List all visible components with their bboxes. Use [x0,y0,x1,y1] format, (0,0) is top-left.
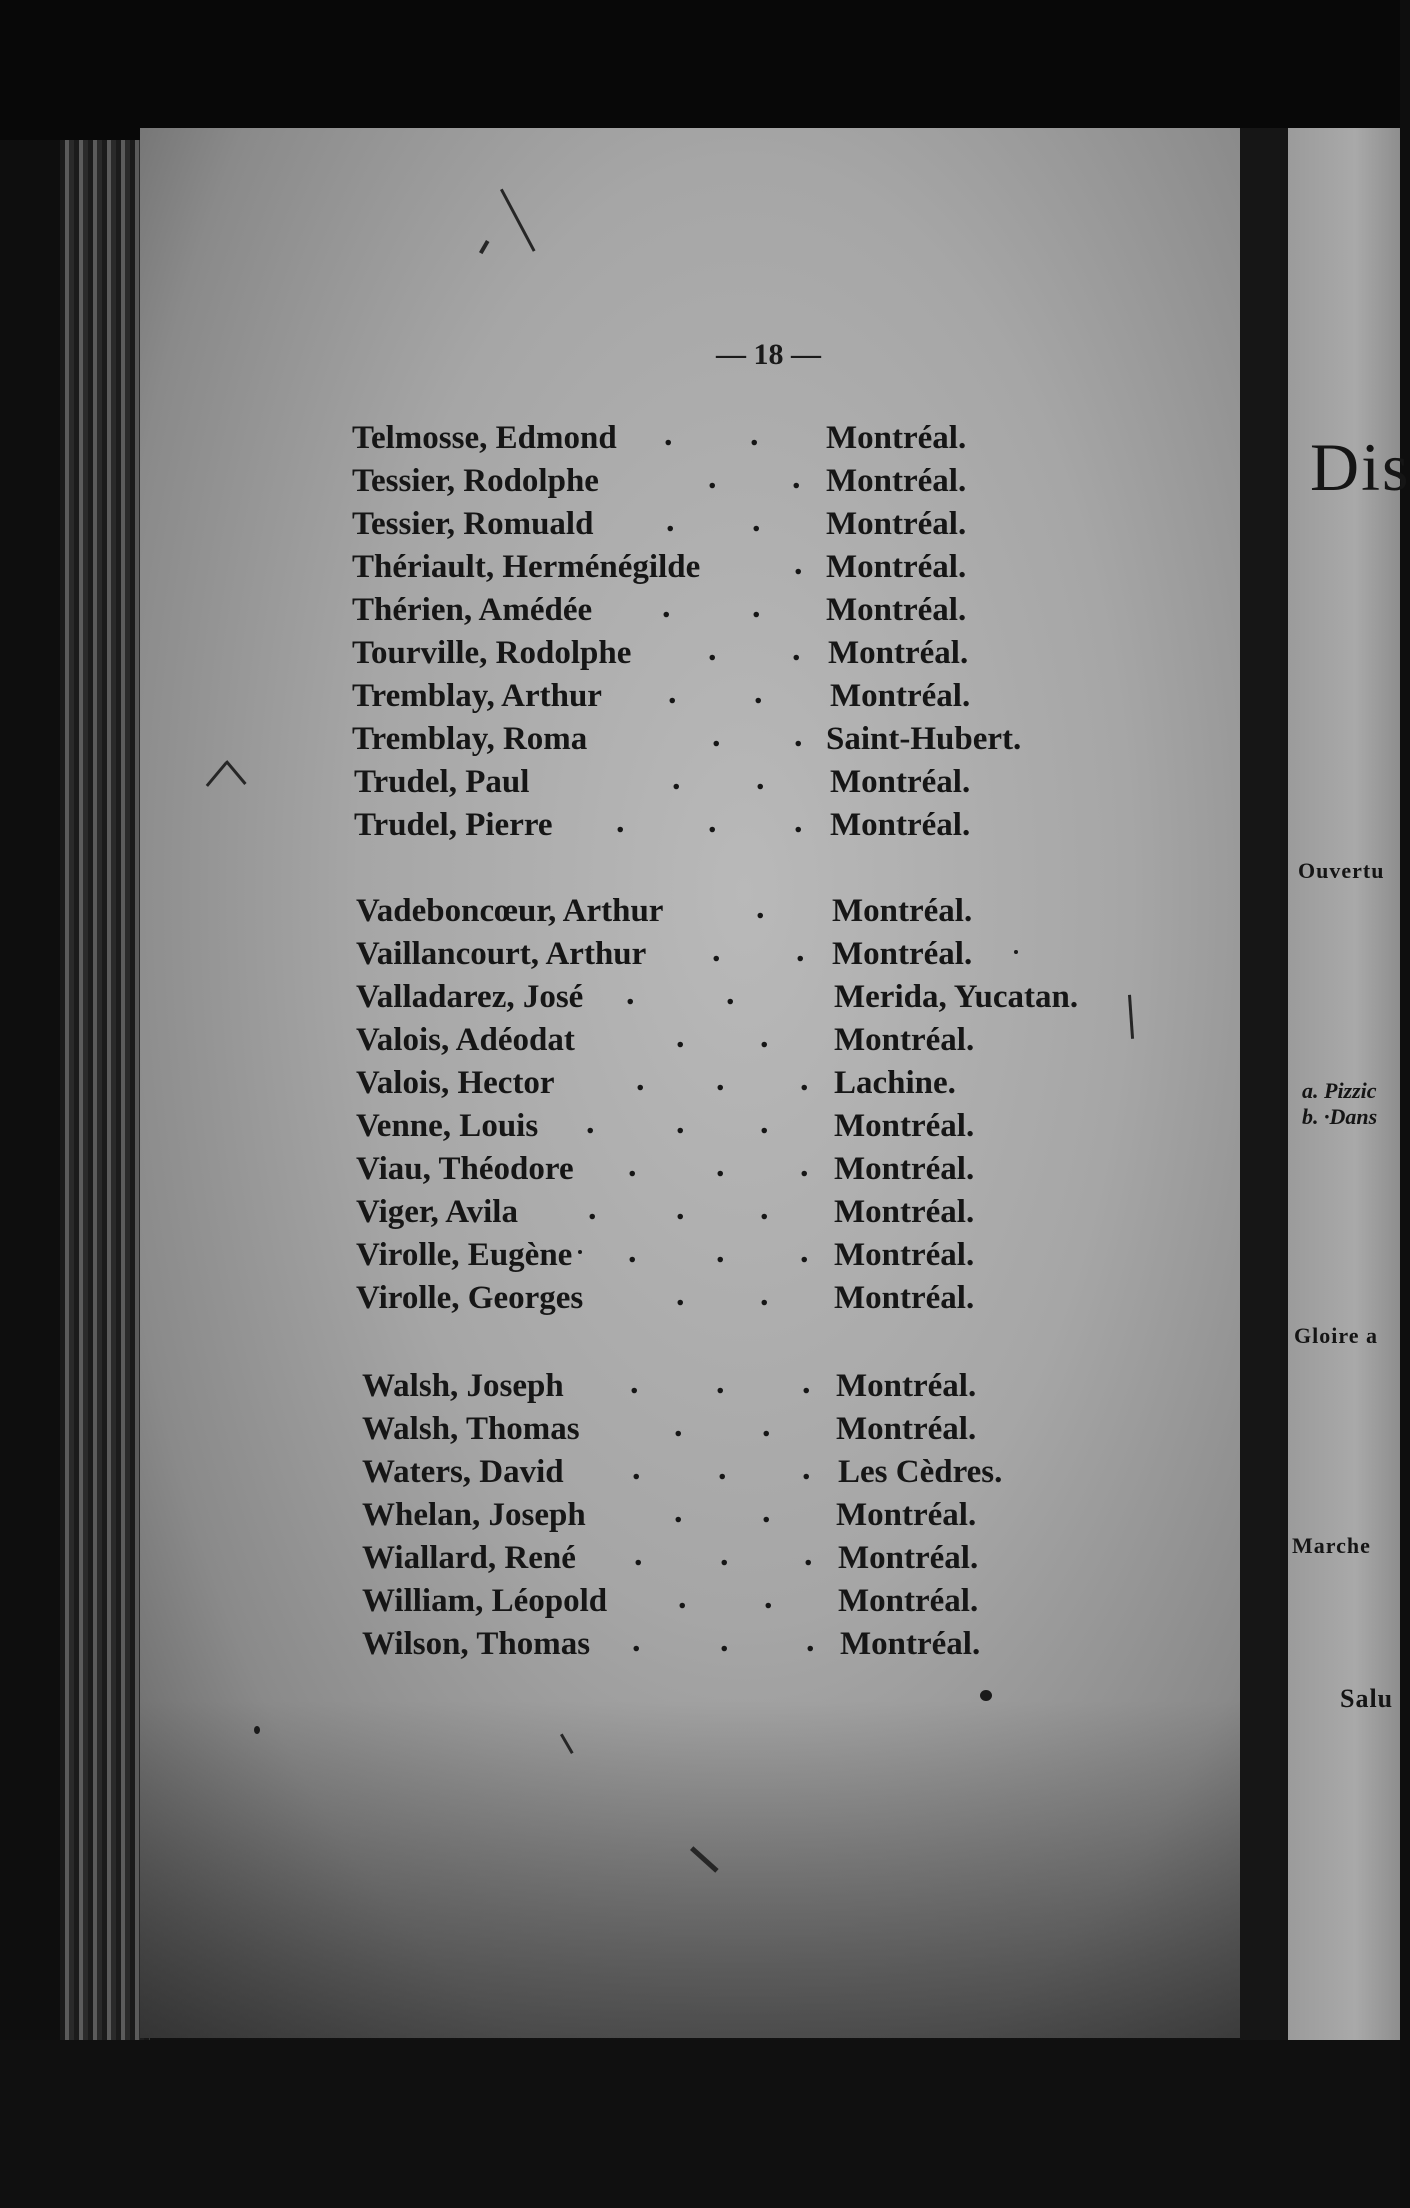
dot-leader: . [756,760,765,797]
entry-place: Les Cèdres. [838,1454,1003,1490]
dot-leader: . [676,1190,685,1227]
dot-leader: . [794,717,803,754]
entry-place: Montréal. [838,1583,979,1619]
dot-leader: . [634,1536,643,1573]
dot-leader: . [716,1233,725,1270]
entry-name: Vaillancourt, Arthur [356,936,647,972]
entry-name: Thériault, Herménégilde [352,549,701,585]
dot-leader: . [762,1407,771,1444]
entry-place: Montréal. [826,420,967,456]
entry-name: Tremblay, Roma [352,721,588,757]
scan-speck [578,1250,582,1254]
dot-leader: . [716,1364,725,1401]
dot-leader: . [712,717,721,754]
entry-place: Montréal. [826,506,967,542]
entry-place: Montréal. [826,463,967,499]
dot-leader: . [626,975,635,1012]
dot-leader: . [750,416,759,453]
entry-name: Viger, Avila [356,1194,518,1230]
dot-leader: . [628,1147,637,1184]
dot-leader: . [716,1061,725,1098]
dot-leader: . [708,631,717,668]
dot-leader: . [794,803,803,840]
entry-name: William, Léopold [362,1583,608,1619]
dot-leader: . [676,1018,685,1055]
entry-place: Montréal. [826,549,967,585]
dot-leader: . [712,932,721,969]
entry-place: Montréal. [832,893,973,929]
dot-leader: . [760,1276,769,1313]
entry-place: Montréal. [826,592,967,628]
dot-leader: . [752,588,761,625]
entry-name: Virolle, Georges [356,1280,584,1316]
dot-leader: . [800,1147,809,1184]
dot-leader: . [664,416,673,453]
entry-name: Walsh, Joseph [362,1368,564,1404]
dot-leader: . [794,545,803,582]
entry-place: Montréal. [834,1108,975,1144]
entry-place: Saint-Hubert. [826,721,1022,757]
dot-leader: . [800,1061,809,1098]
facing-page-marche: Marche [1292,1533,1371,1558]
dot-leader: . [718,1450,727,1487]
scan-speck [980,1690,992,1701]
entry-place: Montréal. [840,1626,981,1662]
dot-leader: . [676,1276,685,1313]
dot-leader: . [666,502,675,539]
dot-leader: . [636,1061,645,1098]
dot-leader: . [752,502,761,539]
entry-place: Montréal. [838,1540,979,1576]
entry-name: Tremblay, Arthur [352,678,602,714]
entry-place: Montréal. [836,1497,977,1533]
dot-leader: . [628,1233,637,1270]
facing-page-fragment [1288,128,1410,2040]
scan-frame-bottom [0,2040,1400,2208]
page-number: — 18 — [716,338,821,371]
entry-name: Virolle, Eugène [356,1237,573,1273]
entry-name: Trudel, Paul [354,764,530,800]
dot-leader: . [762,1493,771,1530]
dot-leader: . [760,1018,769,1055]
dot-leader: . [800,1233,809,1270]
entry-name: Whelan, Joseph [362,1497,586,1533]
dot-leader: . [760,1190,769,1227]
dot-leader: . [796,932,805,969]
page-shadow [140,1700,1240,2040]
entry-name: Venne, Louis [356,1108,539,1144]
dot-leader: . [674,1493,683,1530]
dot-leader: . [802,1364,811,1401]
dot-leader: . [678,1579,687,1616]
entry-place: Lachine. [834,1065,956,1101]
entry-name: Viau, Théodore [356,1151,574,1187]
scan-speck [254,1726,260,1734]
dot-leader: . [676,1104,685,1141]
dot-leader: . [756,889,765,926]
entry-place: Montréal. [834,1194,975,1230]
entry-name: Valladarez, José [356,979,584,1015]
dot-leader: . [616,803,625,840]
dot-leader: . [720,1622,729,1659]
dot-leader: . [806,1622,815,1659]
entry-name: Tessier, Rodolphe [352,463,599,499]
dot-leader: . [708,803,717,840]
entry-place: Montréal. [834,1237,975,1273]
entry-name: Tourville, Rodolphe [352,635,632,671]
dot-leader: . [720,1536,729,1573]
dot-leader: . [802,1450,811,1487]
entry-name: Valois, Adéodat [356,1022,575,1058]
entry-name: Telmosse, Edmond [352,420,617,456]
dot-leader: . [630,1364,639,1401]
entry-name: Vadeboncœur, Arthur [356,893,664,929]
book-page-edges [60,140,150,2040]
facing-page-salut: Salu [1340,1684,1394,1713]
entry-place: Montréal. [830,678,971,714]
entry-place: Montréal. [834,1022,975,1058]
dot-leader: . [588,1190,597,1227]
facing-page-gloire: Gloire a [1294,1323,1378,1348]
dot-leader: . [792,631,801,668]
dot-leader: . [672,760,681,797]
entry-name: Thérien, Amédée [352,592,593,628]
dot-leader: . [708,459,717,496]
dot-leader: . [716,1147,725,1184]
entry-name: Waters, David [362,1454,564,1490]
entry-place: Montréal. [828,635,969,671]
entry-name: Tessier, Romuald [352,506,594,542]
entry-name: Wiallard, René [362,1540,576,1576]
entry-name: Trudel, Pierre [354,807,553,843]
entry-place: Montréal. [830,764,971,800]
dot-leader: . [632,1450,641,1487]
dot-leader: . [586,1104,595,1141]
scan-speck [1014,950,1018,954]
scan-frame-top [0,0,1400,140]
dot-leader: . [668,674,677,711]
facing-page-ouverture: Ouvertu [1298,858,1385,883]
dot-leader: . [754,674,763,711]
entry-name: Walsh, Thomas [362,1411,580,1447]
dot-leader: . [662,588,671,625]
book-gutter [1240,128,1288,2040]
facing-page-heading: Dis [1310,429,1410,505]
entry-place: Montréal. [830,807,971,843]
dot-leader: . [674,1407,683,1444]
entry-place: Montréal. [836,1411,977,1447]
dot-leader: . [726,975,735,1012]
facing-page-item-a: a. Pizzic [1302,1078,1377,1103]
entry-place: Merida, Yucatan. [834,979,1079,1015]
entry-place: Montréal. [836,1368,977,1404]
entry-place: Montréal. [834,1151,975,1187]
entry-name: Valois, Hector [356,1065,555,1101]
dot-leader: . [760,1104,769,1141]
entry-place: Montréal. [832,936,973,972]
dot-leader: . [764,1579,773,1616]
dot-leader: . [632,1622,641,1659]
dot-leader: . [792,459,801,496]
entry-place: Montréal. [834,1280,975,1316]
facing-page-item-b: b. ·Dans [1302,1104,1378,1129]
dot-leader: . [804,1536,813,1573]
entry-name: Wilson, Thomas [362,1626,591,1662]
